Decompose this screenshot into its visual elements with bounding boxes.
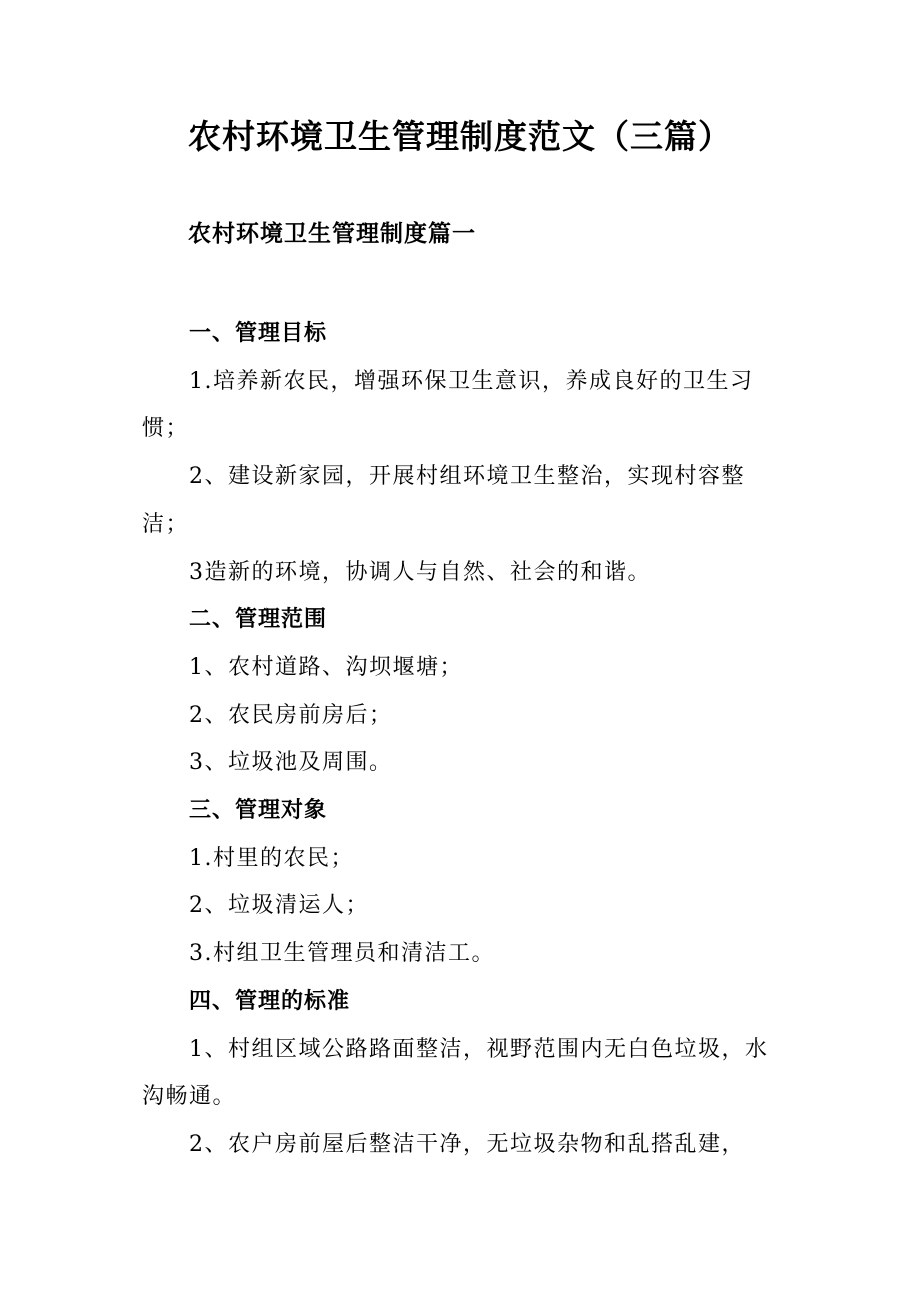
paragraph: 1、农村道路、沟坝堰塘；: [189, 654, 463, 680]
paragraph: 1.村里的农民；: [189, 845, 354, 871]
document-body: [142, 310, 787, 1169]
paragraph: 1、村组区域公路路面整洁，视野范围内无白色垃圾，水沟畅通。: [142, 1036, 769, 1110]
paragraph: 3、垃圾池及周围。: [189, 750, 393, 776]
paragraph: 2、农民房前房后；: [189, 702, 393, 728]
paragraph: 2、垃圾清运人；: [189, 893, 369, 919]
paragraph: 3造新的环境，协调人与自然、社会的和谐。: [189, 559, 651, 585]
section-heading: 三、管理对象: [189, 798, 328, 824]
paragraph: 3.村组卫生管理员和清洁工。: [189, 941, 495, 967]
section-subtitle: 农村环境卫生管理制度篇一: [188, 221, 476, 247]
section-heading: 二、管理范围: [189, 607, 328, 633]
section-heading: 一、管理目标: [189, 321, 328, 346]
paragraph: 2、建设新家园，开展村组环境卫生整治，实现村容整洁；: [142, 464, 745, 537]
document-title: 农村环境卫生管理制度范文（三篇）: [188, 117, 732, 156]
section-heading: 四、管理的标准: [189, 988, 351, 1014]
paragraph: 2、农户房前屋后整洁干净，无垃圾杂物和乱搭乱建，: [189, 1131, 745, 1157]
paragraph: 1.培养新农民，增强环保卫生意识，养成良好的卫生习惯；: [142, 368, 754, 442]
